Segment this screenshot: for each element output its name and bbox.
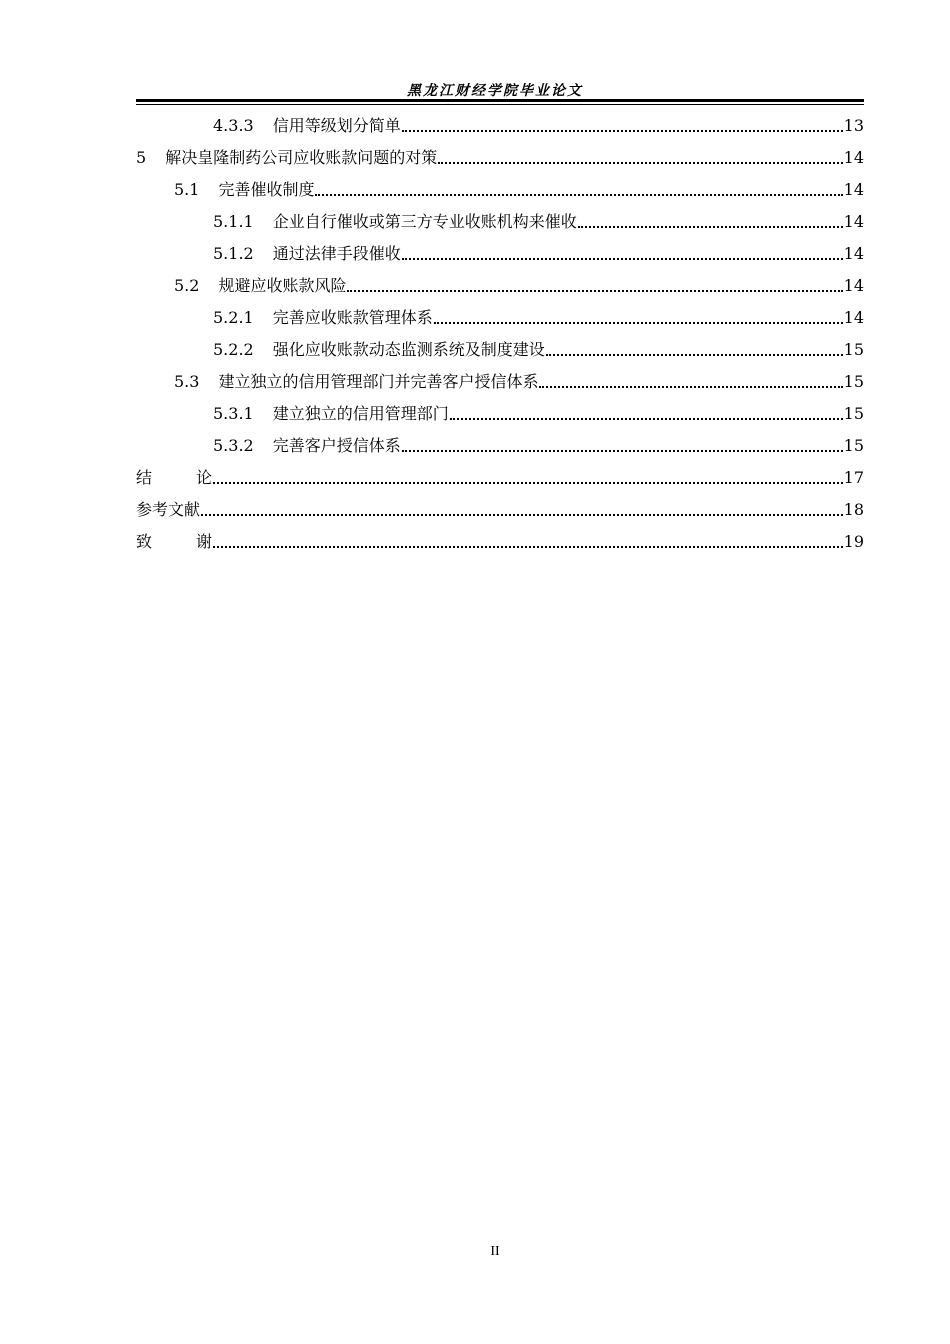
toc-dot-leader [402,257,843,260]
toc-entry[interactable] [136,142,864,174]
toc-entry-page: 14 [843,308,864,327]
toc-entry-page: 19 [843,532,864,551]
toc-entry[interactable] [136,366,864,398]
toc-dot-leader [213,481,843,484]
toc-entry-conclusion[interactable] [136,462,864,494]
toc-entry-title: 完善应收账款管理体系 [272,308,433,327]
page-number: II [490,1244,500,1259]
toc-entry[interactable] [136,430,864,462]
toc-entry-page: 15 [843,404,864,423]
toc-entry-number: 5 [136,148,147,167]
toc-entry-title: 通过法律手段催收 [272,244,401,263]
toc-entry-page: 14 [843,148,864,167]
toc-entry-number: 5.2.1 [213,308,254,327]
toc-entry[interactable] [136,110,864,142]
toc-dot-leader [438,161,842,164]
toc-entry-page: 18 [843,500,864,519]
toc-entry[interactable] [136,206,864,238]
toc-dot-leader [578,225,843,228]
toc-entry-title: 企业自行催收或第三方专业收账机构来催收 [272,212,577,231]
toc-entry[interactable] [136,302,864,334]
toc-entry-title: 建立独立的信用管理部门 [272,404,449,423]
toc-entry-title: 建立独立的信用管理部门并完善客户授信体系 [218,372,539,391]
toc-dot-leader [402,129,843,132]
toc-entry-page: 14 [843,180,864,199]
toc-entry-number: 5.2 [174,276,200,295]
toc-dot-leader [213,545,843,548]
toc-entry-number: 5.3 [174,372,200,391]
toc-entry-acknowledgements[interactable] [136,526,864,558]
toc-entry-title: 完善催收制度 [218,180,315,199]
toc-entry-page: 14 [843,276,864,295]
toc-entry-page: 14 [843,212,864,231]
toc-dot-leader [546,353,843,356]
toc-entry-number: 5.1 [174,180,200,199]
toc-dot-leader [434,321,843,324]
toc-entry-number: 5.3.1 [213,404,254,423]
toc-dot-leader [450,417,843,420]
toc-entry[interactable] [136,238,864,270]
toc-entry[interactable] [136,398,864,430]
toc-entry-number: 5.3.2 [213,436,254,455]
toc-entry-number: 5.1.1 [213,212,254,231]
toc-entry-page: 15 [843,436,864,455]
toc-entry-page: 15 [843,340,864,359]
toc-entry-title: 致 谢 [136,532,213,551]
table-of-contents [136,110,864,558]
toc-entry-page: 15 [843,372,864,391]
toc-entry-number: 4.3.3 [213,116,254,135]
header-rule-thick [136,99,864,102]
toc-entry-number: 5.1.2 [213,244,254,263]
toc-entry-title: 规避应收账款风险 [218,276,347,295]
toc-entry-title: 结 论 [136,468,213,487]
toc-entry-number: 5.2.2 [213,340,254,359]
toc-dot-leader [402,449,843,452]
toc-dot-leader [347,289,842,292]
toc-entry-title: 信用等级划分简单 [272,116,401,135]
toc-entry-page: 14 [843,244,864,263]
toc-dot-leader [539,385,842,388]
toc-entry[interactable] [136,174,864,206]
toc-entry-page: 17 [843,468,864,487]
toc-entry[interactable] [136,270,864,302]
toc-entry-title: 解决皇隆制药公司应收账款问题的对策 [165,148,438,167]
toc-dot-leader [201,513,843,516]
toc-entry-title: 完善客户授信体系 [272,436,401,455]
toc-entry-title: 参考文献 [136,500,201,519]
toc-entry-title: 强化应收账款动态监测系统及制度建设 [272,340,545,359]
toc-entry-page: 13 [843,116,864,135]
toc-entry[interactable] [136,334,864,366]
toc-entry-references[interactable] [136,494,864,526]
toc-dot-leader [315,193,842,196]
header-rule-thin [136,104,864,105]
running-header: 黑龙江财经学院毕业论文 [407,83,583,99]
